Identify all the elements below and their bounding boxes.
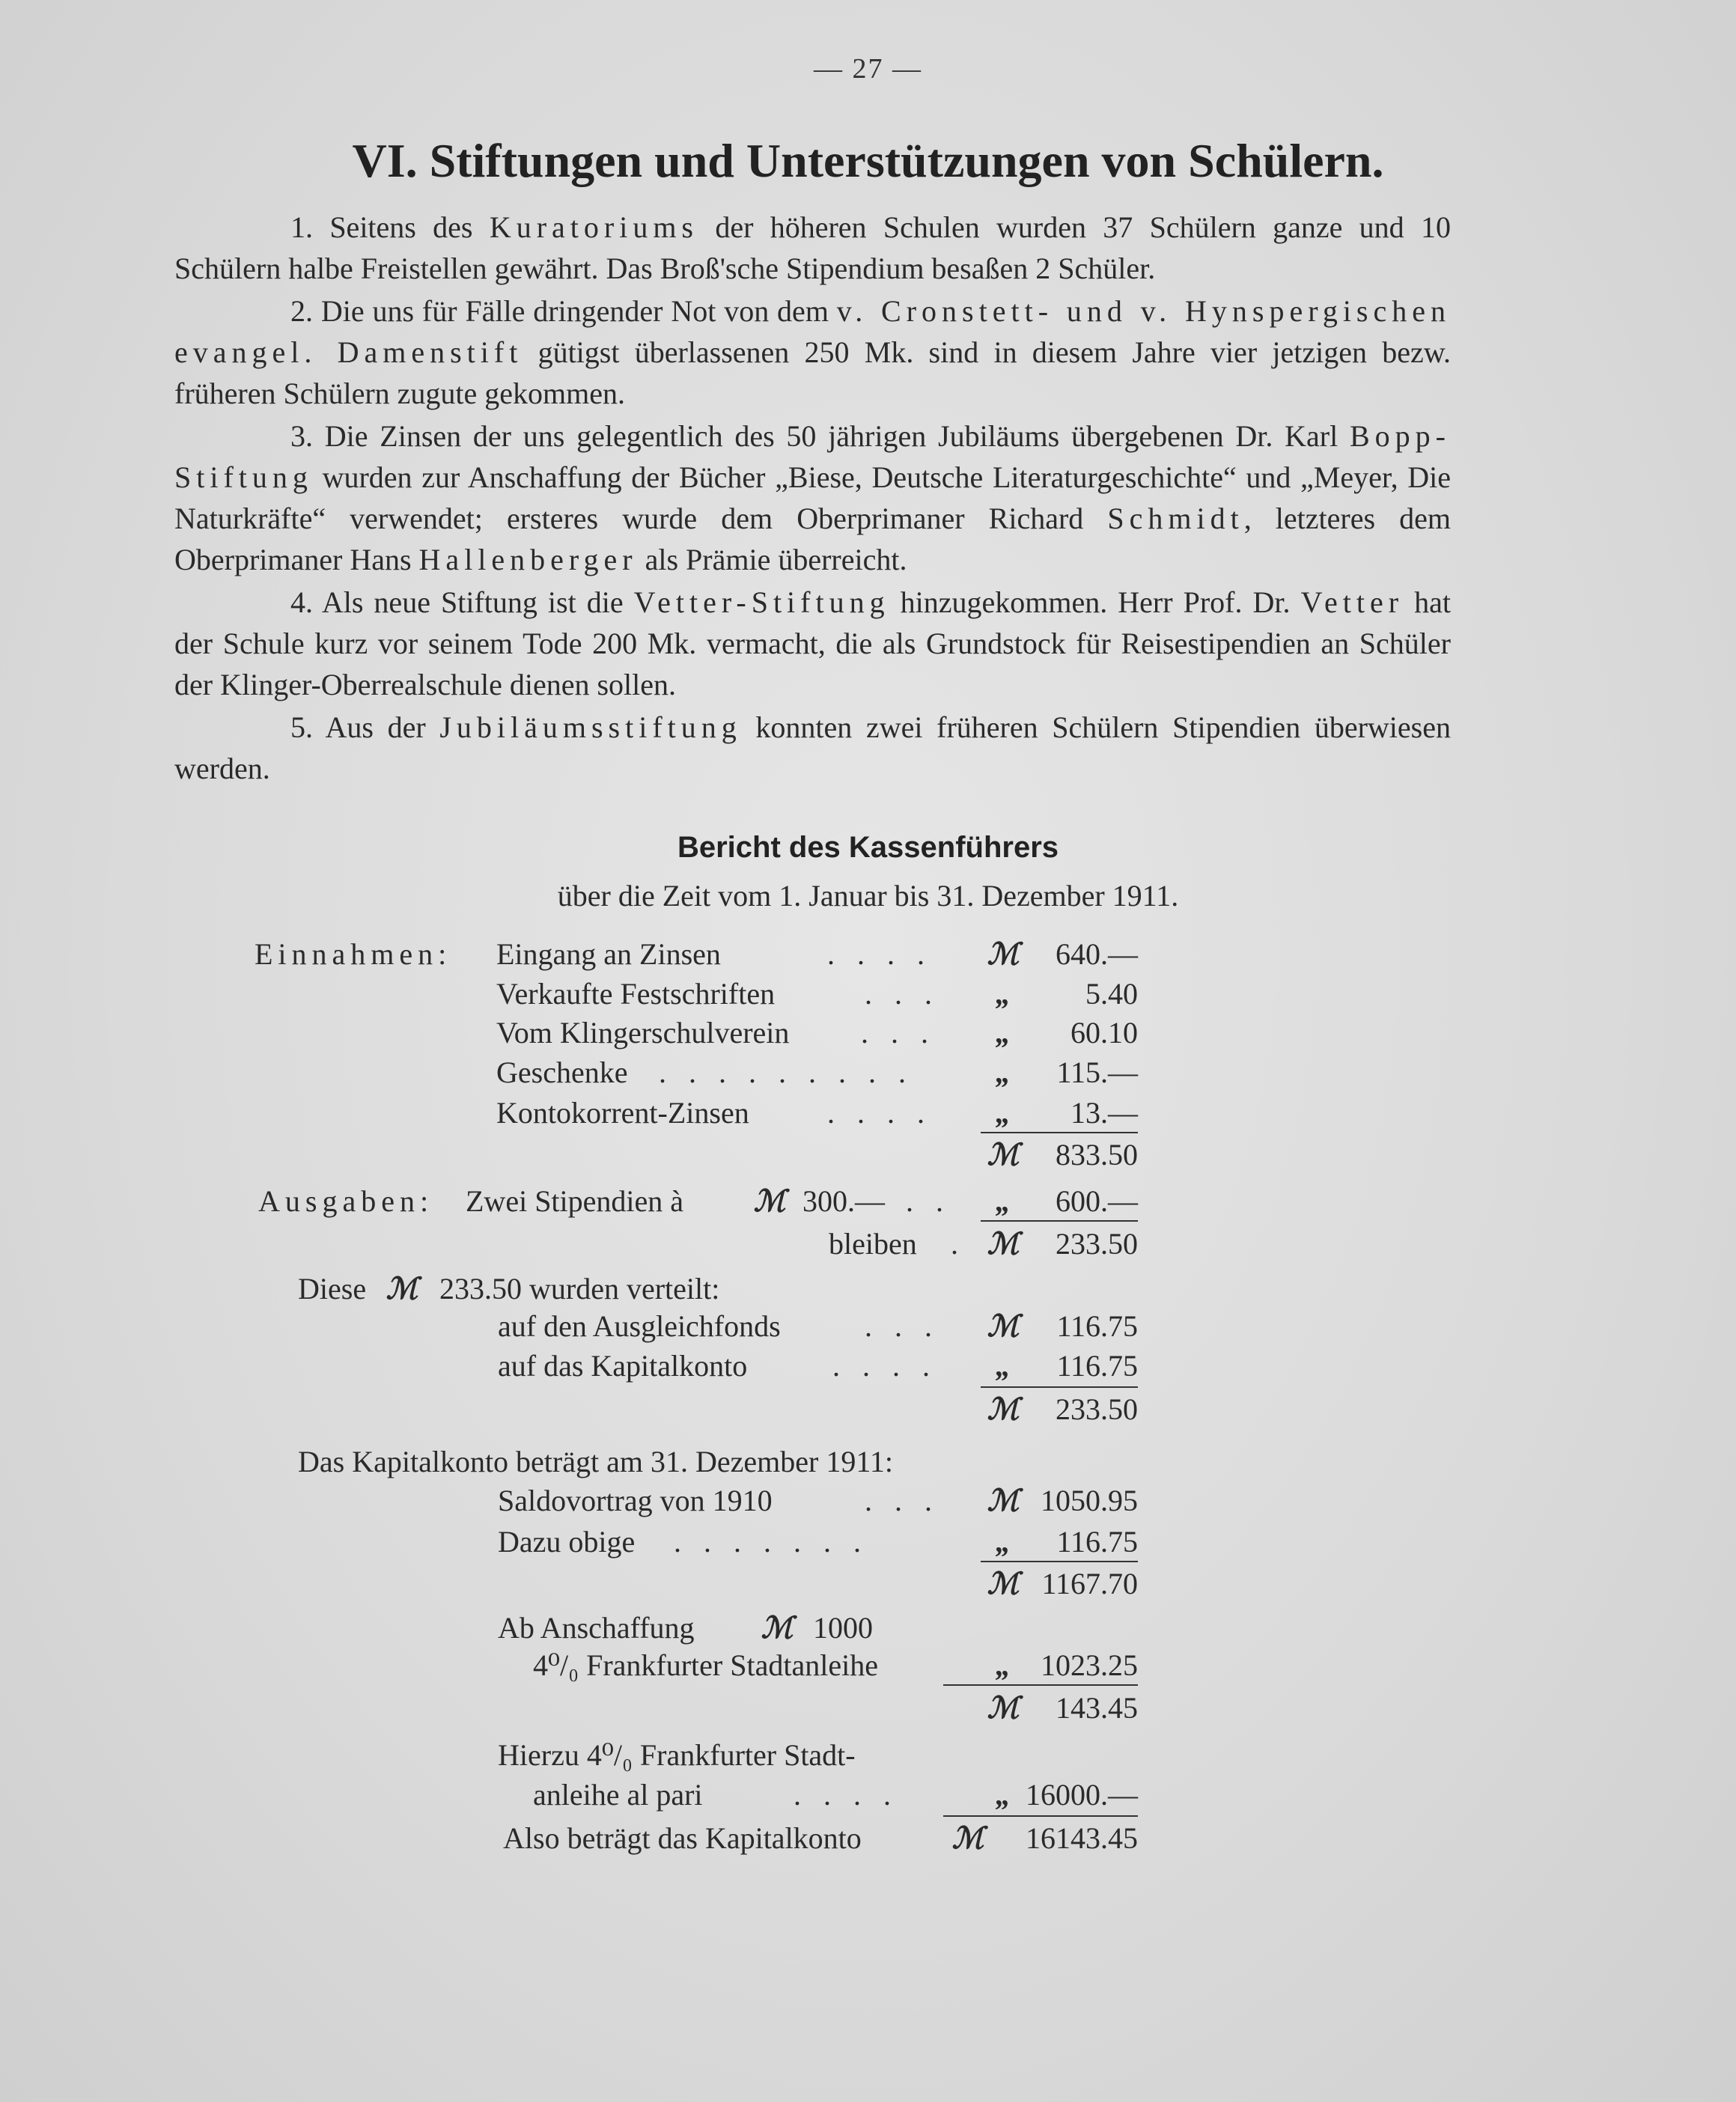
body-text xyxy=(174,207,1451,790)
text-run: gütigst überlassenen 250 Mk. sind in diesem Jahre vier jetzigen bezw. früheren Schülern zugute gekommen. xyxy=(174,335,1451,410)
currency-mark: „ xyxy=(996,1055,1011,1089)
paragraph-2 xyxy=(174,290,1451,414)
row-label: Also beträgt das Kapitalkonto xyxy=(503,1821,862,1855)
amount: 233.50 xyxy=(1056,1227,1138,1261)
amount: 13.— xyxy=(1070,1096,1138,1130)
expense-label: Ausgaben: xyxy=(258,1184,434,1218)
spaced-term: v. Cronstett- und v. Hynspergischen evangel. Damenstift xyxy=(174,294,1452,369)
text-run: der höheren Schulen wurden 37 Schülern ganze und 10 Schülern halbe Freistellen gewährt. Das Broß'sche Stipendium besaßen 2 Schüler. xyxy=(174,210,1451,285)
paragraph-1 xyxy=(174,207,1451,289)
text-run: Diese xyxy=(298,1272,367,1306)
text-run: , letzteres dem Oberprimaner Hans xyxy=(174,502,1452,576)
leader-dots: . xyxy=(951,1227,966,1261)
currency-mark: ℳ xyxy=(753,1184,786,1218)
sum-rule xyxy=(943,1684,1138,1686)
row-label: bleiben xyxy=(829,1227,917,1261)
row-label: Geschenke xyxy=(496,1055,628,1089)
leader-dots: . . . xyxy=(865,1309,939,1343)
amount: 116.75 xyxy=(1056,1309,1138,1343)
amount: 116.75 xyxy=(1056,1525,1138,1559)
text-run: hinzugekommen. Herr Prof. Dr. xyxy=(889,585,1301,619)
currency-mark: ℳ xyxy=(987,1309,1020,1343)
spaced-term: Hallenberger xyxy=(418,543,638,576)
amount: 16143.45 xyxy=(1026,1821,1138,1855)
currency-mark: ℳ xyxy=(951,1821,984,1855)
currency-mark: „ xyxy=(996,1184,1011,1218)
currency-mark: „ xyxy=(996,1349,1011,1383)
text-run: hat der Schule kurz vor seinem Tode 200 Mk. vermacht, die als Grundstock für Reisestipendien an Schüler der Klinger-Oberrealschule dienen sollen. xyxy=(174,585,1451,701)
spaced-term: Vetter xyxy=(1300,585,1404,619)
paragraph-5 xyxy=(174,707,1451,789)
text-run: 1. Seitens des xyxy=(290,210,490,244)
amount: 1167.70 xyxy=(1041,1567,1138,1600)
row-label: Verkaufte Festschriften xyxy=(496,977,776,1011)
amount: 60.10 xyxy=(1070,1016,1138,1050)
amount: 16000.— xyxy=(1026,1778,1138,1812)
currency-mark: ℳ xyxy=(987,1392,1020,1426)
text-run: konnten zwei früheren Schülern Stipendien überwiesen werden. xyxy=(174,710,1451,785)
currency-mark: ℳ xyxy=(987,937,1020,971)
currency-mark: „ xyxy=(996,1525,1011,1559)
row-label: Kontokorrent-Zinsen xyxy=(496,1096,749,1130)
sum-rule xyxy=(981,1220,1138,1222)
row-label: 4⁰/₀ Frankfurter Stadtanleihe xyxy=(533,1648,878,1682)
amount: 1050.95 xyxy=(1041,1484,1138,1517)
currency-mark: „ xyxy=(996,1096,1011,1130)
text-run: 1000 xyxy=(813,1611,873,1645)
amount: 143.45 xyxy=(1056,1691,1138,1725)
row-label: auf den Ausgleichfonds xyxy=(498,1309,781,1343)
amount: 1023.25 xyxy=(1041,1648,1138,1682)
currency-mark: ℳ xyxy=(987,1567,1020,1600)
spaced-term: Jubiläumsstiftung xyxy=(439,710,742,744)
amount: 116.75 xyxy=(1056,1349,1138,1383)
row-label: Vom Klingerschulverein xyxy=(496,1016,790,1050)
currency-mark: ℳ xyxy=(987,1227,1020,1261)
amount: 5.40 xyxy=(1085,977,1138,1011)
page-number: — 27 — xyxy=(814,53,922,85)
leader-dots: . . . . xyxy=(794,1778,898,1812)
row-label: auf das Kapitalkonto xyxy=(498,1349,748,1383)
row-label: Zwei Stipendien à xyxy=(466,1184,684,1218)
spaced-term: Bopp-Stiftung xyxy=(174,419,1451,494)
text-run: Ab Anschaffung xyxy=(498,1611,695,1645)
sum-rule xyxy=(943,1815,1138,1817)
text-run: 233.50 wurden verteilt: xyxy=(439,1272,720,1306)
leader-dots: . . xyxy=(906,1184,951,1218)
leader-dots: . . . . xyxy=(827,1096,932,1130)
amount: 600.— xyxy=(1056,1184,1138,1218)
spaced-term: Kuratoriums xyxy=(489,210,698,244)
sum-rule xyxy=(981,1386,1138,1388)
report-title: Bericht des Kassenführers xyxy=(677,831,1059,864)
text-run: 2. Die uns für Fälle dringender Not von dem xyxy=(290,294,837,328)
inline-amount: 300.— xyxy=(802,1184,885,1218)
currency-mark: ℳ xyxy=(987,1484,1020,1517)
income-label: Einnahmen: xyxy=(255,937,452,971)
sum-rule xyxy=(981,1132,1138,1133)
spaced-term: Schmidt xyxy=(1107,502,1244,535)
amount: 640.— xyxy=(1056,937,1138,971)
currency-mark: ℳ xyxy=(987,1138,1020,1172)
leader-dots: . . . xyxy=(865,1484,939,1517)
row-label: Saldovortrag von 1910 xyxy=(498,1484,773,1517)
amount: 833.50 xyxy=(1056,1138,1138,1172)
leader-dots: . . . . . . . . . xyxy=(659,1055,913,1089)
paragraph-3 xyxy=(174,415,1451,580)
currency-mark: ℳ xyxy=(386,1272,418,1306)
text-run: Hierzu 4⁰/₀ Frankfurter Stadt- xyxy=(498,1738,856,1772)
leader-dots: . . . . xyxy=(827,937,932,971)
currency-mark: „ xyxy=(996,1648,1011,1682)
leader-dots: . . . . xyxy=(832,1349,937,1383)
row-label: Dazu obige xyxy=(498,1525,636,1559)
paragraph-4 xyxy=(174,582,1451,705)
amount: 233.50 xyxy=(1056,1392,1138,1426)
currency-mark: „ xyxy=(996,1016,1011,1050)
amount: 115.— xyxy=(1056,1055,1138,1089)
currency-mark: ℳ xyxy=(987,1691,1020,1725)
section-heading: VI. Stiftungen und Unterstützungen von Schülern. xyxy=(352,134,1384,187)
capital-intro: Das Kapitalkonto beträgt am 31. Dezember 1911: xyxy=(298,1445,893,1478)
sum-rule xyxy=(981,1561,1138,1562)
currency-mark: „ xyxy=(996,977,1011,1011)
text-run: 4. Als neue Stiftung ist die xyxy=(290,585,634,619)
text-run: als Prämie überreicht. xyxy=(637,543,907,576)
currency-mark: „ xyxy=(996,1778,1011,1812)
leader-dots: . . . xyxy=(865,977,939,1011)
leader-dots: . . . . . . . xyxy=(674,1525,868,1559)
currency-mark: ℳ xyxy=(761,1611,794,1645)
row-label: Eingang an Zinsen xyxy=(496,937,721,971)
text-run: wurden zur Anschaffung der Bücher „Biese, Deutsche Literaturgeschichte“ und „Meyer, Die Naturkräfte“ verwendet; ersteres wurde dem Oberprimaner Richard xyxy=(174,460,1451,535)
text-run: 3. Die Zinsen der uns gelegentlich des 50 jährigen Jubiläums übergebenen Dr. Karl xyxy=(290,419,1350,453)
row-label: anleihe al pari xyxy=(533,1778,703,1812)
report-subtitle: über die Zeit vom 1. Januar bis 31. Dezember 1911. xyxy=(557,879,1179,913)
leader-dots: . . . xyxy=(861,1016,936,1050)
text-run: 5. Aus der xyxy=(290,710,440,744)
spaced-term: Vetter-Stiftung xyxy=(633,585,890,619)
